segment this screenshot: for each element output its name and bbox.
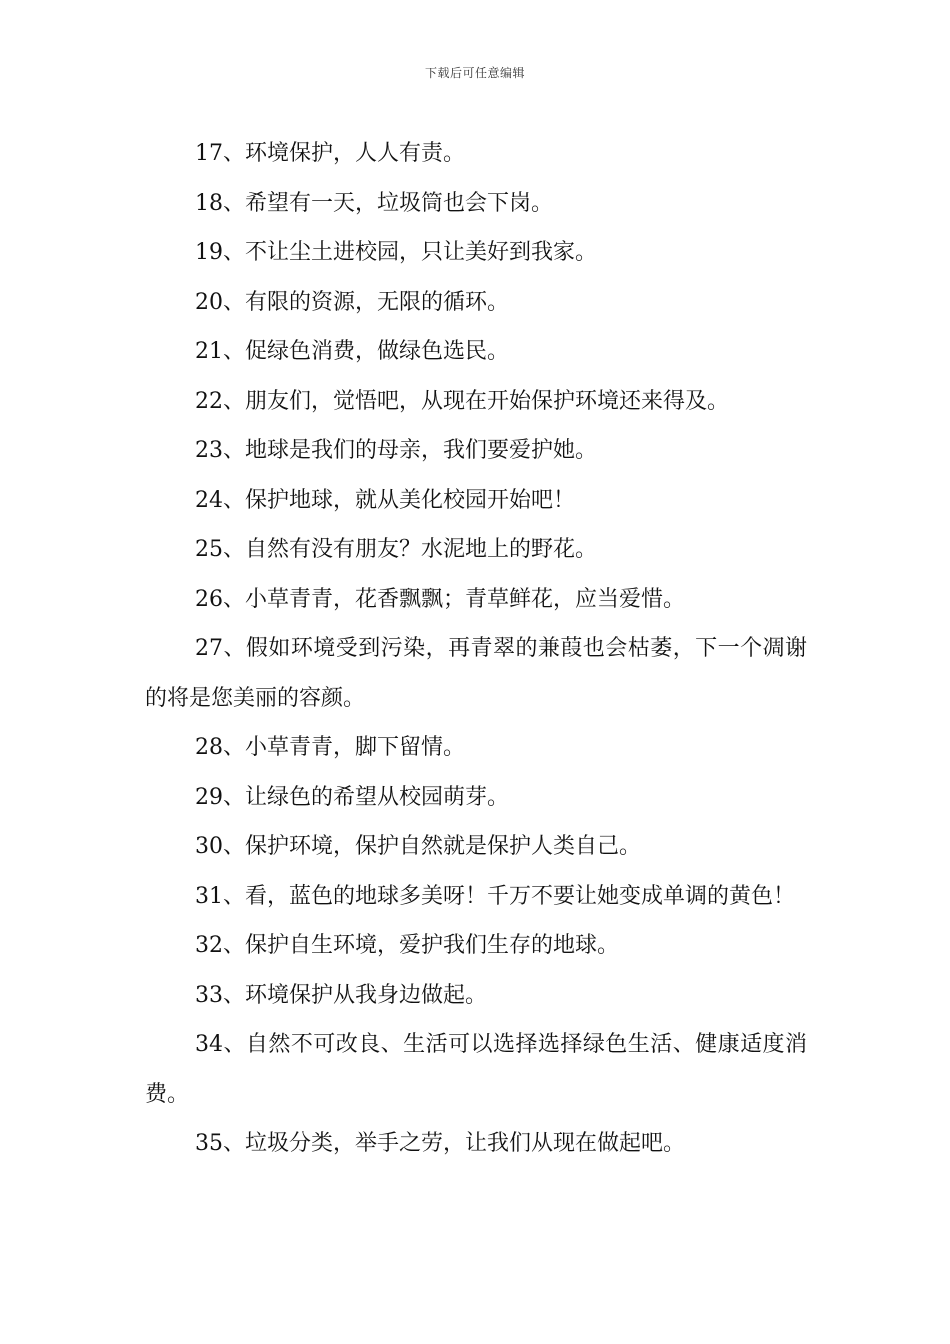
paragraph-21: 21、促绿色消费，做绿色选民。 <box>195 339 509 364</box>
paragraph-22: 22、朋友们，觉悟吧，从现在开始保护环境还来得及。 <box>195 388 729 414</box>
document-body <box>145 129 807 1169</box>
paragraph-30: 30、保护环境，保护自然就是保护人类自己。 <box>195 834 641 859</box>
paragraph-24: 24、保护地球，就从美化校园开始吧！ <box>195 487 575 513</box>
paragraph-25: 25、自然有没有朋友？水泥地上的野花。 <box>195 537 597 562</box>
paragraph-17: 17、环境保护，人人有责。 <box>195 141 465 166</box>
paragraph-35: 35、垃圾分类，举手之劳，让我们从现在做起吧。 <box>195 1131 685 1156</box>
paragraph-32: 32、保护自生环境，爱护我们生存的地球。 <box>195 933 619 958</box>
paragraph-18: 18、希望有一天，垃圾筒也会下岗。 <box>195 190 553 216</box>
paragraph-33: 33、环境保护从我身边做起。 <box>195 982 487 1008</box>
paragraph-34: 34、自然不可改良、生活可以选择选择绿色生活、健康适度消费。 <box>145 1032 807 1107</box>
paragraph-28: 28、小草青青，脚下留情。 <box>195 735 465 760</box>
page-header: 下载后可任意编辑 <box>424 66 525 80</box>
paragraph-31: 31、看，蓝色的地球多美呀！千万不要让她变成单调的黄色！ <box>195 883 795 909</box>
paragraph-27: 27、假如环境受到污染，再青翠的兼葭也会枯萎，下一个凋谢的将是您美丽的容颜。 <box>145 636 807 711</box>
paragraph-20: 20、有限的资源，无限的循环。 <box>195 289 509 315</box>
paragraph-29: 29、让绿色的希望从校园萌芽。 <box>195 784 509 810</box>
paragraph-19: 19、不让尘土进校园，只让美好到我家。 <box>195 240 597 265</box>
paragraph-23: 23、地球是我们的母亲，我们要爱护她。 <box>195 438 597 463</box>
paragraph-26: 26、小草青青，花香飘飘；青草鲜花，应当爱惜。 <box>195 586 685 612</box>
